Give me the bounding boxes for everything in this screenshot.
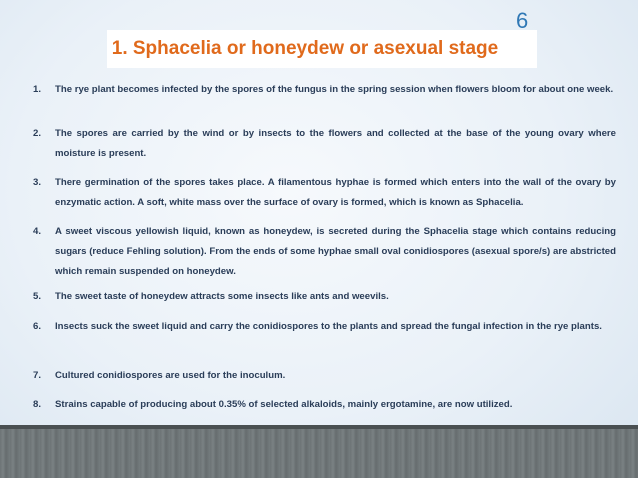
list-item-text: The spores are carried by the wind or by insects to the flowers and collected at the base of the young ovary where moisture is present. [55,128,616,159]
list-item-text: The rye plant becomes infected by the spores of the fungus in the spring session when flowers bloom for about one week. [55,84,614,95]
list-item-number: 4. [33,226,42,237]
list-item-number: 1. [33,84,42,95]
list-item-number: 6. [33,321,42,332]
list-item-text: The sweet taste of honeydew attracts some insects like ants and weevils. [55,291,389,302]
slide-title: 1. Sphacelia or honeydew or asexual stage [111,38,499,59]
page-number: 6 [516,8,529,33]
list-item-number: 3. [33,177,42,188]
title-box [107,30,537,68]
list-item-text: There germination of the spores takes place. A filamentous hyphae is formed which enters into the wall of the ovary by enzymatic action. A soft, white mass over the surface of ovary is formed, which is known as Sphacelia. [55,177,616,208]
list-item-number: 5. [33,291,42,302]
list-item-number: 8. [33,399,42,410]
list-item-text: A sweet viscous yellowish liquid, known as honeydew, is secreted during the Sphacelia stage which contains reducing sugars (reduce Fehling solution). From the ends of some hyphae small oval conidiospores (asexual spore/s) are abstricted which remain suspended on honeydew. [55,226,616,277]
numbered-list [0,72,638,422]
footer-band [0,425,638,478]
list-item-number: 2. [33,128,42,139]
list-item-text: Insects suck the sweet liquid and carry the conidiospores to the plants and spread the fungal infection in the rye plants. [55,321,602,332]
list-item-text: Cultured conidiospores are used for the inoculum. [55,370,286,381]
footer-divider [0,425,638,429]
list-item-number: 7. [33,370,42,381]
list-item-text: Strains capable of producing about 0.35% of selected alkaloids, mainly ergotamine, are now utilized. [55,399,513,410]
